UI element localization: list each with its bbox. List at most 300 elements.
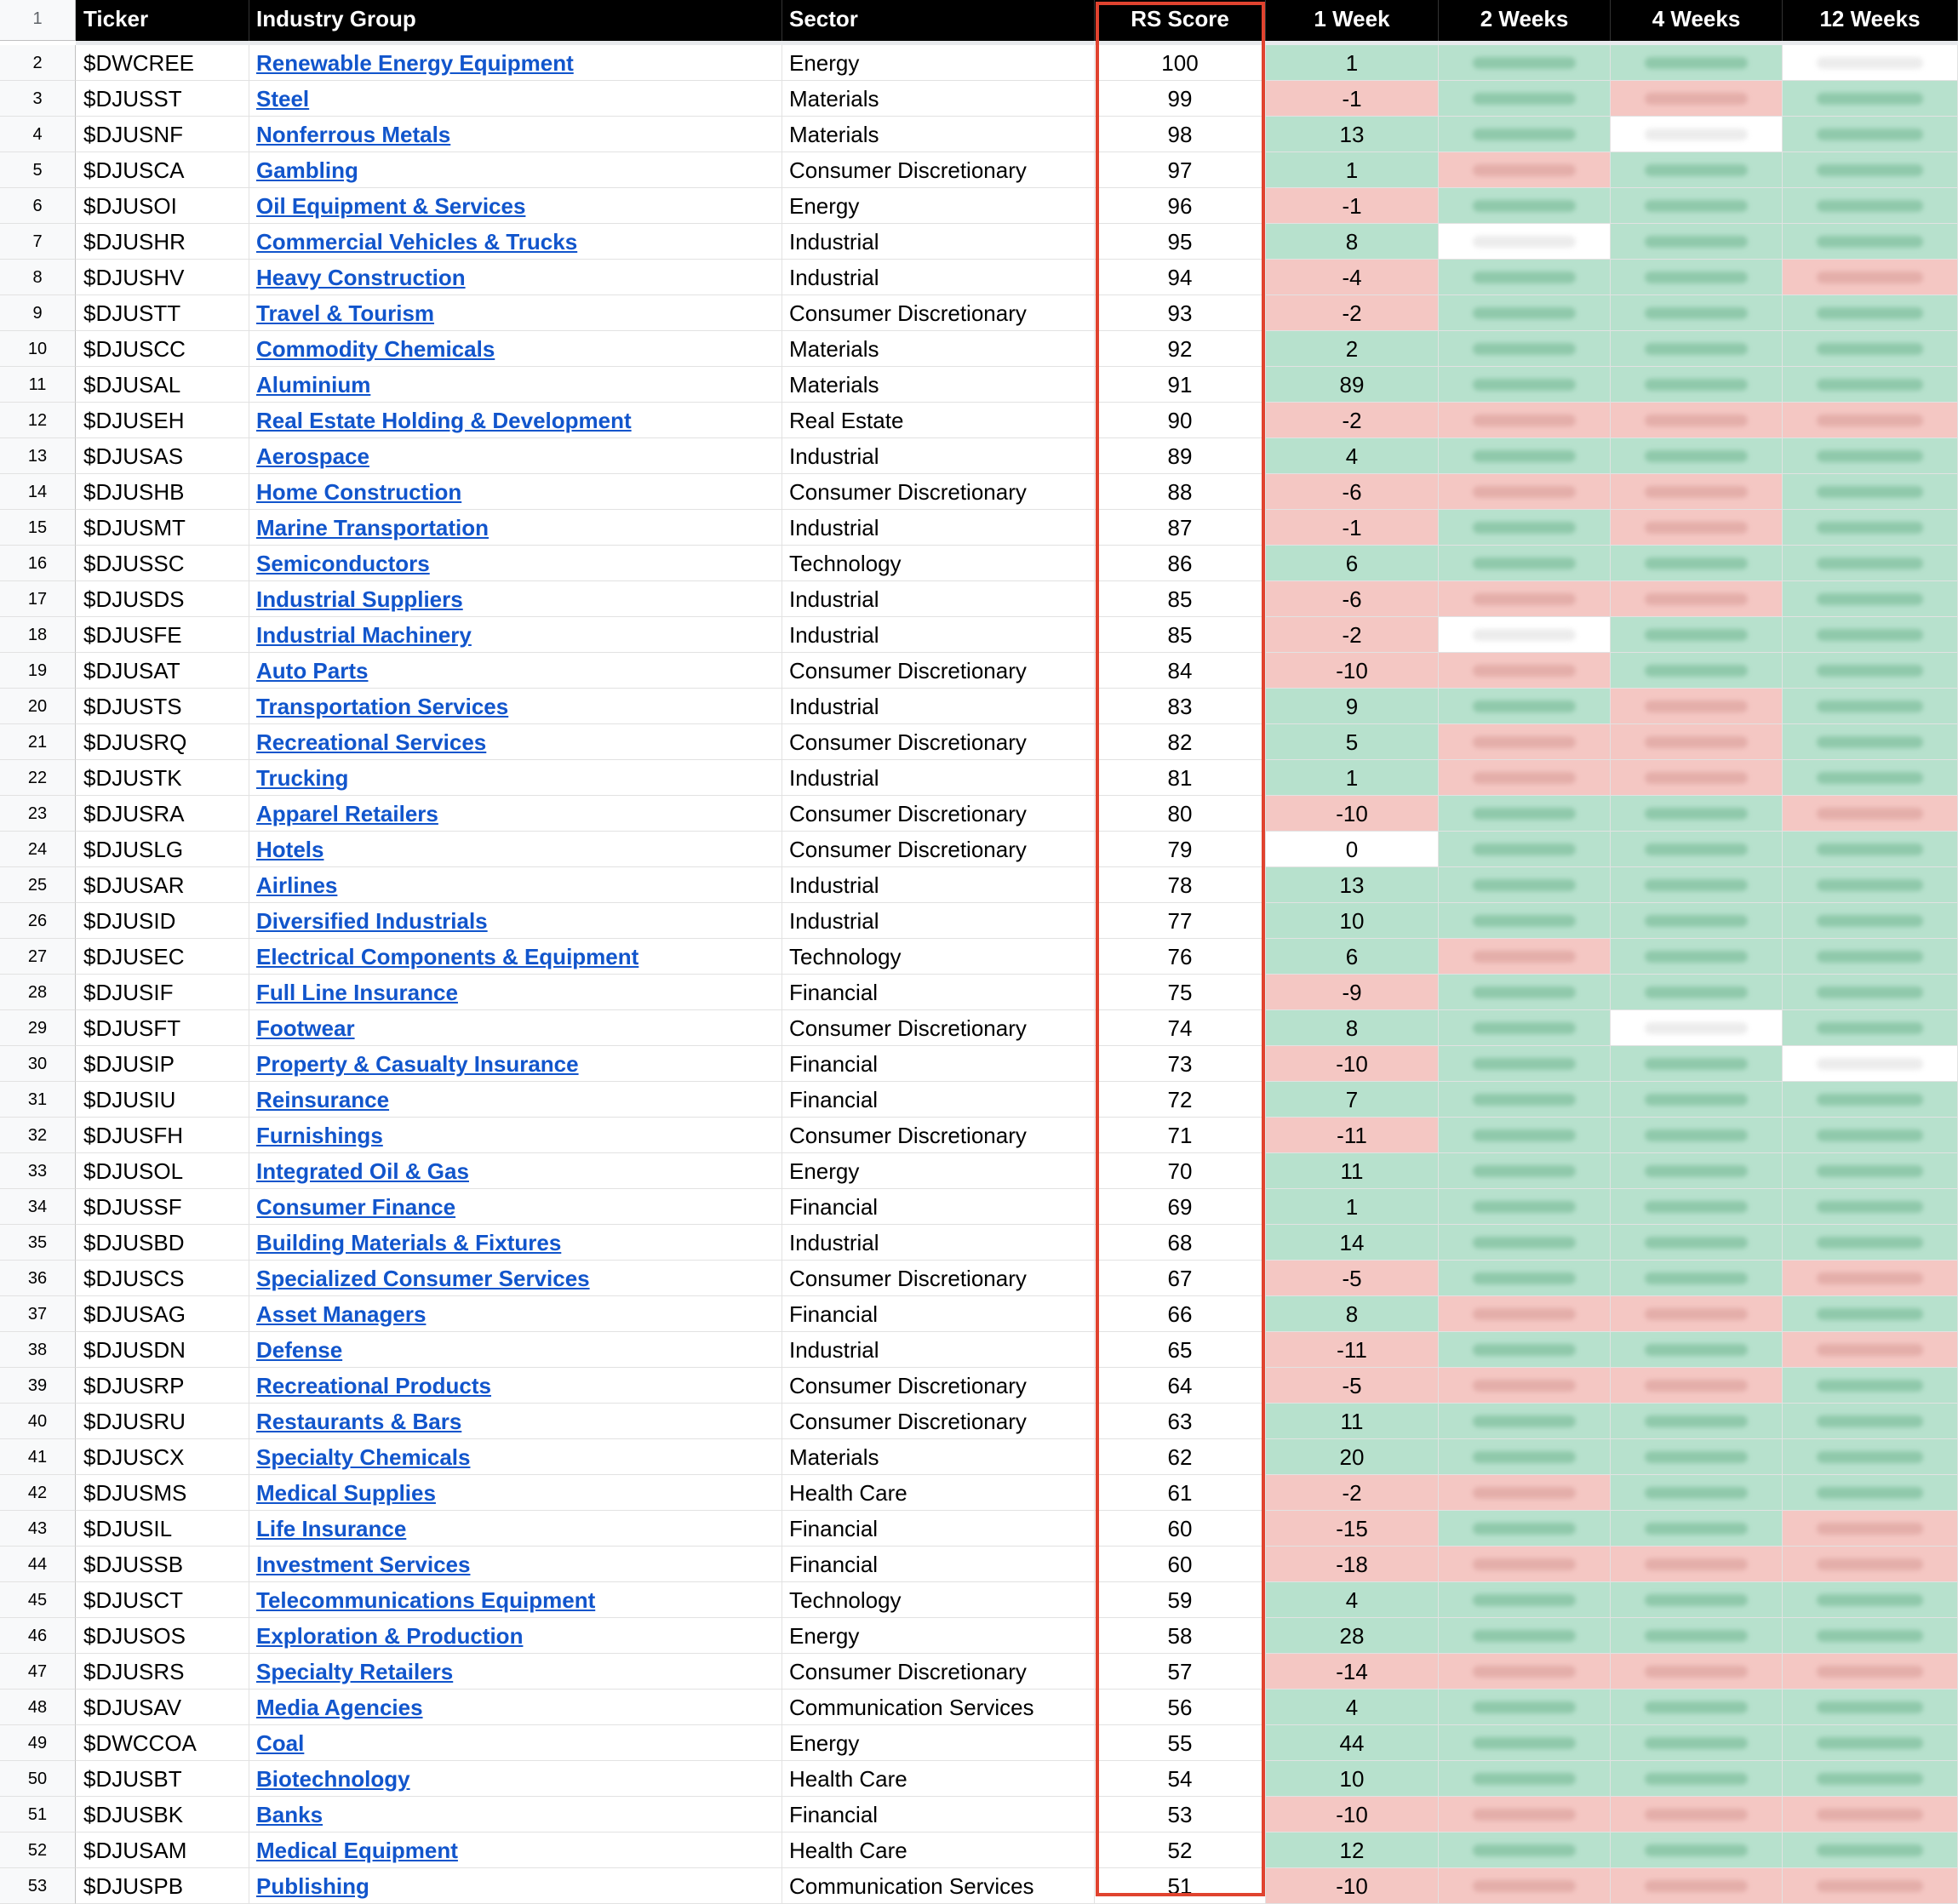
weeks4-change-cell[interactable] [1611,224,1783,260]
rs-score-cell[interactable]: 75 [1095,975,1266,1010]
weeks2-change-cell[interactable] [1439,81,1611,117]
weeks4-change-cell[interactable] [1611,1225,1783,1261]
weeks2-change-cell[interactable] [1439,295,1611,331]
weeks2-change-cell[interactable] [1439,1618,1611,1654]
industry-group-cell[interactable] [249,1868,782,1904]
industry-group-link[interactable]: Industrial Suppliers [256,586,463,612]
column-header-2-weeks[interactable]: 2 Weeks [1439,0,1611,41]
weeks12-change-cell[interactable] [1783,260,1958,295]
row-number[interactable]: 24 [0,832,76,867]
industry-group-cell[interactable] [249,1654,782,1690]
weeks12-change-cell[interactable] [1783,117,1958,152]
week1-change-cell[interactable]: -4 [1266,260,1439,295]
week1-change-cell[interactable]: 4 [1266,438,1439,474]
rs-score-cell[interactable]: 64 [1095,1368,1266,1404]
industry-group-link[interactable]: Aluminium [256,372,371,397]
row-number[interactable]: 13 [0,438,76,474]
industry-group-link[interactable]: Telecommunications Equipment [256,1587,596,1613]
industry-group-cell[interactable] [249,760,782,796]
ticker-cell[interactable]: $DJUSTS [76,689,249,724]
ticker-cell[interactable]: $DWCREE [76,45,249,81]
rs-score-cell[interactable]: 66 [1095,1296,1266,1332]
weeks4-change-cell[interactable] [1611,1153,1783,1189]
ticker-cell[interactable]: $DJUSBT [76,1761,249,1797]
weeks4-change-cell[interactable] [1611,581,1783,617]
ticker-cell[interactable]: $DJUSCA [76,152,249,188]
rs-score-cell[interactable]: 79 [1095,832,1266,867]
ticker-cell[interactable]: $DJUSTT [76,295,249,331]
ticker-cell[interactable]: $DJUSEH [76,403,249,438]
weeks12-change-cell[interactable] [1783,832,1958,867]
ticker-cell[interactable]: $DJUSAT [76,653,249,689]
ticker-cell[interactable]: $DJUSRP [76,1368,249,1404]
ticker-cell[interactable]: $DJUSFE [76,617,249,653]
weeks2-change-cell[interactable] [1439,1725,1611,1761]
weeks2-change-cell[interactable] [1439,1547,1611,1582]
row-number[interactable]: 48 [0,1690,76,1725]
industry-group-cell[interactable] [249,1225,782,1261]
weeks4-change-cell[interactable] [1611,939,1783,975]
weeks12-change-cell[interactable] [1783,760,1958,796]
weeks12-change-cell[interactable] [1783,1189,1958,1225]
sector-cell[interactable]: Energy [782,45,1095,81]
ticker-cell[interactable]: $DJUSRU [76,1404,249,1439]
weeks12-change-cell[interactable] [1783,1582,1958,1618]
weeks4-change-cell[interactable] [1611,1332,1783,1368]
week1-change-cell[interactable]: 28 [1266,1618,1439,1654]
industry-group-link[interactable]: Steel [256,86,310,111]
week1-change-cell[interactable]: -14 [1266,1654,1439,1690]
industry-group-cell[interactable] [249,224,782,260]
ticker-cell[interactable]: $DJUSDN [76,1332,249,1368]
sector-cell[interactable]: Consumer Discretionary [782,653,1095,689]
ticker-cell[interactable]: $DJUSEC [76,939,249,975]
weeks2-change-cell[interactable] [1439,1296,1611,1332]
industry-group-cell[interactable] [249,1118,782,1153]
rs-score-cell[interactable]: 92 [1095,331,1266,367]
week1-change-cell[interactable]: 20 [1266,1439,1439,1475]
week1-change-cell[interactable]: 1 [1266,760,1439,796]
industry-group-cell[interactable] [249,867,782,903]
week1-change-cell[interactable]: -10 [1266,1797,1439,1833]
weeks4-change-cell[interactable] [1611,760,1783,796]
industry-group-cell[interactable] [249,403,782,438]
rs-score-cell[interactable]: 52 [1095,1833,1266,1868]
industry-group-cell[interactable] [249,617,782,653]
industry-group-link[interactable]: Restaurants & Bars [256,1409,462,1434]
sector-cell[interactable]: Financial [782,1547,1095,1582]
sector-cell[interactable]: Technology [782,939,1095,975]
weeks2-change-cell[interactable] [1439,367,1611,403]
industry-group-cell[interactable] [249,1296,782,1332]
industry-group-cell[interactable] [249,510,782,546]
rs-score-cell[interactable]: 97 [1095,152,1266,188]
rs-score-cell[interactable]: 81 [1095,760,1266,796]
week1-change-cell[interactable]: 10 [1266,903,1439,939]
weeks2-change-cell[interactable] [1439,1654,1611,1690]
sector-cell[interactable]: Industrial [782,760,1095,796]
sector-cell[interactable]: Energy [782,188,1095,224]
sector-cell[interactable]: Industrial [782,510,1095,546]
weeks4-change-cell[interactable] [1611,1797,1783,1833]
weeks4-change-cell[interactable] [1611,903,1783,939]
row-number[interactable]: 16 [0,546,76,581]
rs-score-cell[interactable]: 67 [1095,1261,1266,1296]
ticker-cell[interactable]: $DJUSBD [76,1225,249,1261]
industry-group-link[interactable]: Recreational Products [256,1373,491,1398]
week1-change-cell[interactable]: 44 [1266,1725,1439,1761]
industry-group-cell[interactable] [249,796,782,832]
weeks4-change-cell[interactable] [1611,867,1783,903]
sector-cell[interactable]: Industrial [782,617,1095,653]
weeks4-change-cell[interactable] [1611,1761,1783,1797]
industry-group-link[interactable]: Furnishings [256,1123,383,1148]
rs-score-cell[interactable]: 85 [1095,581,1266,617]
industry-group-link[interactable]: Consumer Finance [256,1194,456,1220]
industry-group-cell[interactable] [249,1833,782,1868]
rs-score-cell[interactable]: 98 [1095,117,1266,152]
weeks2-change-cell[interactable] [1439,724,1611,760]
industry-group-link[interactable]: Exploration & Production [256,1623,524,1649]
weeks12-change-cell[interactable] [1783,724,1958,760]
sector-cell[interactable]: Consumer Discretionary [782,1654,1095,1690]
sector-cell[interactable]: Energy [782,1618,1095,1654]
industry-group-cell[interactable] [249,438,782,474]
week1-change-cell[interactable]: 89 [1266,367,1439,403]
weeks12-change-cell[interactable] [1783,152,1958,188]
week1-change-cell[interactable]: -6 [1266,581,1439,617]
industry-group-link[interactable]: Airlines [256,872,338,898]
sector-cell[interactable]: Financial [782,1189,1095,1225]
ticker-cell[interactable]: $DJUSOL [76,1153,249,1189]
week1-change-cell[interactable]: -15 [1266,1511,1439,1547]
weeks2-change-cell[interactable] [1439,832,1611,867]
row-number[interactable]: 18 [0,617,76,653]
rs-score-cell[interactable]: 89 [1095,438,1266,474]
rs-score-cell[interactable]: 73 [1095,1046,1266,1082]
rs-score-cell[interactable]: 76 [1095,939,1266,975]
week1-change-cell[interactable]: 4 [1266,1582,1439,1618]
weeks12-change-cell[interactable] [1783,1082,1958,1118]
row-number[interactable]: 40 [0,1404,76,1439]
weeks12-change-cell[interactable] [1783,1296,1958,1332]
week1-change-cell[interactable]: -1 [1266,510,1439,546]
week1-change-cell[interactable]: -10 [1266,796,1439,832]
rs-score-cell[interactable]: 70 [1095,1153,1266,1189]
weeks12-change-cell[interactable] [1783,45,1958,81]
weeks12-change-cell[interactable] [1783,1225,1958,1261]
sector-cell[interactable]: Materials [782,331,1095,367]
industry-group-cell[interactable] [249,1511,782,1547]
weeks2-change-cell[interactable] [1439,1046,1611,1082]
ticker-cell[interactable]: $DJUSRQ [76,724,249,760]
row-number[interactable]: 42 [0,1475,76,1511]
industry-group-link[interactable]: Life Insurance [256,1516,407,1541]
industry-group-link[interactable]: Media Agencies [256,1695,423,1720]
row-number[interactable]: 15 [0,510,76,546]
rs-score-cell[interactable]: 80 [1095,796,1266,832]
row-number[interactable]: 50 [0,1761,76,1797]
column-header-ticker[interactable]: Ticker [76,0,249,41]
industry-group-cell[interactable] [249,939,782,975]
weeks4-change-cell[interactable] [1611,1654,1783,1690]
weeks12-change-cell[interactable] [1783,617,1958,653]
industry-group-cell[interactable] [249,1261,782,1296]
industry-group-link[interactable]: Full Line Insurance [256,980,458,1005]
week1-change-cell[interactable]: -6 [1266,474,1439,510]
row-number[interactable]: 30 [0,1046,76,1082]
week1-change-cell[interactable]: 13 [1266,867,1439,903]
rs-score-cell[interactable]: 60 [1095,1547,1266,1582]
row-number[interactable]: 7 [0,224,76,260]
industry-group-cell[interactable] [249,260,782,295]
weeks2-change-cell[interactable] [1439,1833,1611,1868]
week1-change-cell[interactable]: 6 [1266,546,1439,581]
weeks2-change-cell[interactable] [1439,152,1611,188]
week1-change-cell[interactable]: 11 [1266,1404,1439,1439]
weeks2-change-cell[interactable] [1439,689,1611,724]
weeks4-change-cell[interactable] [1611,832,1783,867]
ticker-cell[interactable]: $DJUSDS [76,581,249,617]
weeks2-change-cell[interactable] [1439,438,1611,474]
sector-cell[interactable]: Materials [782,367,1095,403]
weeks12-change-cell[interactable] [1783,1404,1958,1439]
weeks2-change-cell[interactable] [1439,331,1611,367]
weeks4-change-cell[interactable] [1611,546,1783,581]
weeks12-change-cell[interactable] [1783,188,1958,224]
week1-change-cell[interactable]: -1 [1266,81,1439,117]
industry-group-cell[interactable] [249,1332,782,1368]
industry-group-link[interactable]: Real Estate Holding & Development [256,408,632,433]
weeks4-change-cell[interactable] [1611,1010,1783,1046]
row-number[interactable]: 21 [0,724,76,760]
industry-group-link[interactable]: Industrial Machinery [256,622,472,648]
rs-score-cell[interactable]: 69 [1095,1189,1266,1225]
sector-cell[interactable]: Financial [782,1797,1095,1833]
sector-cell[interactable]: Consumer Discretionary [782,796,1095,832]
ticker-cell[interactable]: $DWCCOA [76,1725,249,1761]
weeks12-change-cell[interactable] [1783,581,1958,617]
industry-group-cell[interactable] [249,689,782,724]
weeks4-change-cell[interactable] [1611,295,1783,331]
industry-group-cell[interactable] [249,653,782,689]
weeks2-change-cell[interactable] [1439,1332,1611,1368]
rs-score-cell[interactable]: 86 [1095,546,1266,581]
industry-group-cell[interactable] [249,188,782,224]
ticker-cell[interactable]: $DJUSCX [76,1439,249,1475]
industry-group-link[interactable]: Integrated Oil & Gas [256,1158,469,1184]
weeks12-change-cell[interactable] [1783,1547,1958,1582]
sector-cell[interactable]: Materials [782,117,1095,152]
industry-group-cell[interactable] [249,1010,782,1046]
industry-group-link[interactable]: Property & Casualty Insurance [256,1051,579,1077]
industry-group-cell[interactable] [249,1046,782,1082]
rs-score-cell[interactable]: 58 [1095,1618,1266,1654]
weeks2-change-cell[interactable] [1439,1582,1611,1618]
industry-group-link[interactable]: Hotels [256,837,324,862]
column-header-industry-group[interactable]: Industry Group [249,0,782,41]
rs-score-cell[interactable]: 57 [1095,1654,1266,1690]
column-header-4-weeks[interactable]: 4 Weeks [1611,0,1783,41]
weeks12-change-cell[interactable] [1783,1725,1958,1761]
industry-group-cell[interactable] [249,1475,782,1511]
ticker-cell[interactable]: $DJUSAM [76,1833,249,1868]
sector-cell[interactable]: Energy [782,1153,1095,1189]
row-number[interactable]: 26 [0,903,76,939]
industry-group-cell[interactable] [249,1618,782,1654]
row-number[interactable]: 2 [0,45,76,81]
ticker-cell[interactable]: $DJUSLG [76,832,249,867]
weeks4-change-cell[interactable] [1611,1404,1783,1439]
weeks4-change-cell[interactable] [1611,1439,1783,1475]
sector-cell[interactable]: Consumer Discretionary [782,724,1095,760]
weeks4-change-cell[interactable] [1611,81,1783,117]
row-number[interactable]: 41 [0,1439,76,1475]
industry-group-link[interactable]: Gambling [256,157,358,183]
week1-change-cell[interactable]: -5 [1266,1368,1439,1404]
week1-change-cell[interactable]: 8 [1266,1296,1439,1332]
row-number[interactable]: 11 [0,367,76,403]
rs-score-cell[interactable]: 95 [1095,224,1266,260]
row-number[interactable]: 27 [0,939,76,975]
weeks12-change-cell[interactable] [1783,1475,1958,1511]
ticker-cell[interactable]: $DJUSSC [76,546,249,581]
sector-cell[interactable]: Communication Services [782,1690,1095,1725]
ticker-cell[interactable]: $DJUSHR [76,224,249,260]
industry-group-cell[interactable] [249,903,782,939]
week1-change-cell[interactable]: 1 [1266,152,1439,188]
industry-group-link[interactable]: Renewable Energy Equipment [256,50,574,76]
weeks12-change-cell[interactable] [1783,903,1958,939]
row-number[interactable]: 3 [0,81,76,117]
sector-cell[interactable]: Consumer Discretionary [782,474,1095,510]
industry-group-link[interactable]: Coal [256,1730,305,1756]
industry-group-link[interactable]: Semiconductors [256,551,430,576]
industry-group-link[interactable]: Transportation Services [256,694,509,719]
weeks2-change-cell[interactable] [1439,903,1611,939]
industry-group-link[interactable]: Nonferrous Metals [256,122,451,147]
weeks2-change-cell[interactable] [1439,617,1611,653]
weeks12-change-cell[interactable] [1783,1153,1958,1189]
rs-score-cell[interactable]: 51 [1095,1868,1266,1904]
industry-group-link[interactable]: Reinsurance [256,1087,390,1112]
row-number[interactable]: 8 [0,260,76,295]
ticker-cell[interactable]: $DJUSOI [76,188,249,224]
sector-cell[interactable]: Industrial [782,867,1095,903]
weeks12-change-cell[interactable] [1783,1868,1958,1904]
week1-change-cell[interactable]: 2 [1266,331,1439,367]
sector-cell[interactable]: Consumer Discretionary [782,1261,1095,1296]
weeks2-change-cell[interactable] [1439,188,1611,224]
weeks12-change-cell[interactable] [1783,1833,1958,1868]
ticker-cell[interactable]: $DJUSHV [76,260,249,295]
rs-score-cell[interactable]: 62 [1095,1439,1266,1475]
industry-group-cell[interactable] [249,1153,782,1189]
weeks12-change-cell[interactable] [1783,403,1958,438]
week1-change-cell[interactable]: -1 [1266,188,1439,224]
rs-score-cell[interactable]: 71 [1095,1118,1266,1153]
weeks2-change-cell[interactable] [1439,939,1611,975]
weeks4-change-cell[interactable] [1611,188,1783,224]
week1-change-cell[interactable]: -2 [1266,617,1439,653]
row-number[interactable]: 22 [0,760,76,796]
week1-change-cell[interactable]: -10 [1266,1868,1439,1904]
rs-score-cell[interactable]: 55 [1095,1725,1266,1761]
industry-group-link[interactable]: Specialty Retailers [256,1659,454,1684]
weeks12-change-cell[interactable] [1783,224,1958,260]
ticker-cell[interactable]: $DJUSIP [76,1046,249,1082]
rs-score-cell[interactable]: 88 [1095,474,1266,510]
sector-cell[interactable]: Financial [782,1082,1095,1118]
row-number[interactable]: 44 [0,1547,76,1582]
weeks4-change-cell[interactable] [1611,331,1783,367]
sector-cell[interactable]: Real Estate [782,403,1095,438]
industry-group-cell[interactable] [249,367,782,403]
weeks4-change-cell[interactable] [1611,1618,1783,1654]
weeks4-change-cell[interactable] [1611,1868,1783,1904]
weeks4-change-cell[interactable] [1611,117,1783,152]
week1-change-cell[interactable]: 8 [1266,1010,1439,1046]
industry-group-cell[interactable] [249,832,782,867]
industry-group-link[interactable]: Defense [256,1337,343,1363]
weeks12-change-cell[interactable] [1783,474,1958,510]
ticker-cell[interactable]: $DJUSSB [76,1547,249,1582]
row-number[interactable]: 36 [0,1261,76,1296]
industry-group-link[interactable]: Specialized Consumer Services [256,1266,590,1291]
row-number[interactable]: 46 [0,1618,76,1654]
industry-group-cell[interactable] [249,295,782,331]
rs-score-cell[interactable]: 59 [1095,1582,1266,1618]
weeks2-change-cell[interactable] [1439,1797,1611,1833]
week1-change-cell[interactable]: 11 [1266,1153,1439,1189]
weeks4-change-cell[interactable] [1611,1833,1783,1868]
sector-cell[interactable]: Health Care [782,1475,1095,1511]
rs-score-cell[interactable]: 90 [1095,403,1266,438]
week1-change-cell[interactable]: 1 [1266,1189,1439,1225]
week1-change-cell[interactable]: -10 [1266,1046,1439,1082]
sector-cell[interactable]: Industrial [782,689,1095,724]
row-number[interactable]: 9 [0,295,76,331]
ticker-cell[interactable]: $DJUSAS [76,438,249,474]
row-number[interactable]: 51 [0,1797,76,1833]
sector-cell[interactable]: Consumer Discretionary [782,152,1095,188]
row-number[interactable]: 31 [0,1082,76,1118]
weeks4-change-cell[interactable] [1611,1475,1783,1511]
weeks2-change-cell[interactable] [1439,760,1611,796]
industry-group-link[interactable]: Electrical Components & Equipment [256,944,639,969]
weeks2-change-cell[interactable] [1439,1261,1611,1296]
row-number[interactable]: 12 [0,403,76,438]
sector-cell[interactable]: Financial [782,1511,1095,1547]
row-number[interactable]: 17 [0,581,76,617]
rs-score-cell[interactable]: 56 [1095,1690,1266,1725]
row-number[interactable]: 29 [0,1010,76,1046]
column-header-sector[interactable]: Sector [782,0,1095,41]
weeks12-change-cell[interactable] [1783,867,1958,903]
rs-score-cell[interactable]: 87 [1095,510,1266,546]
industry-group-cell[interactable] [249,546,782,581]
week1-change-cell[interactable]: -2 [1266,1475,1439,1511]
sector-cell[interactable]: Industrial [782,438,1095,474]
sector-cell[interactable]: Technology [782,1582,1095,1618]
industry-group-link[interactable]: Apparel Retailers [256,801,438,826]
sector-cell[interactable]: Communication Services [782,1868,1095,1904]
weeks2-change-cell[interactable] [1439,1368,1611,1404]
rs-score-cell[interactable]: 60 [1095,1511,1266,1547]
rs-score-cell[interactable]: 82 [1095,724,1266,760]
industry-group-cell[interactable] [249,724,782,760]
sector-cell[interactable]: Industrial [782,1225,1095,1261]
